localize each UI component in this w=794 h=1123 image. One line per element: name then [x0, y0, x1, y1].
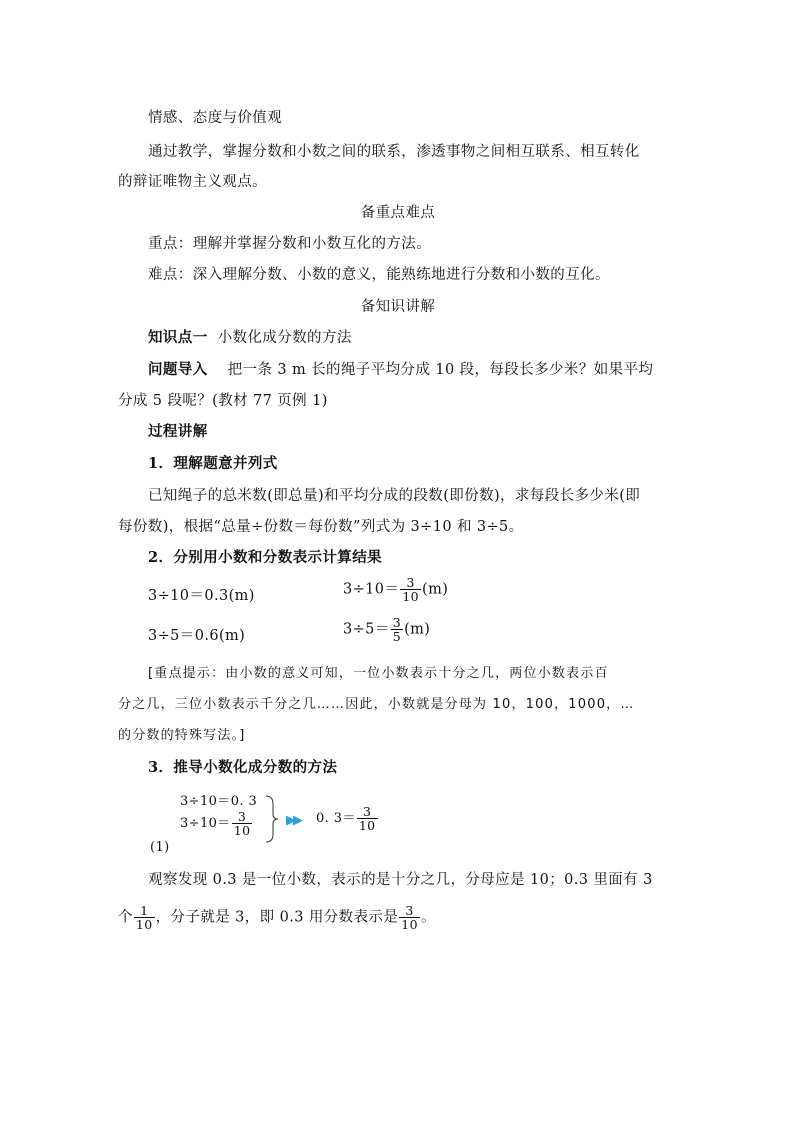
derive-eq2-expr: 3÷10＝: [180, 816, 231, 831]
fraction-numerator: 1: [140, 903, 149, 918]
derive-result: [316, 805, 379, 832]
fraction-denominator: 10: [402, 589, 420, 604]
key-note-line-3: 的分数的特殊写法。]: [118, 728, 246, 743]
observe-2-end: 。: [420, 909, 436, 926]
observe-2-pre: 个: [118, 909, 133, 926]
fraction-denominator: 10: [233, 823, 251, 838]
key-note-line-1: [重点提示：由小数的意义可知，一位小数表示十分之几，两位小数表示百: [148, 666, 609, 681]
intro-label: 问题导入: [148, 361, 208, 378]
derive-eq2: [180, 810, 253, 837]
step-1-text-1: 已知绳子的总米数(即总量)和平均分成的段数(即份数)，求每段长多少米(即: [148, 488, 641, 504]
fraction-numerator: 3: [237, 809, 247, 824]
fraction-numerator: 3: [392, 615, 402, 630]
difficulty-text: 难点：深入理解分数、小数的意义，能熟练地进行分数和小数的互化。: [148, 267, 610, 283]
process-heading: 过程讲解: [148, 423, 208, 440]
step-1-text-2: 每份数)，根据“总量÷份数＝每份数”列式为 3÷10 和 3÷5。: [118, 519, 524, 535]
double-arrow-icon: ▶▶: [286, 813, 300, 828]
calc-row2-right: [343, 616, 430, 643]
calc-row2-fraction: [391, 616, 403, 643]
derive-eq2-fraction: [232, 810, 253, 837]
observe-line-2: [118, 904, 436, 931]
observe-fraction-1: [134, 904, 155, 931]
derivation-figure: [148, 788, 388, 858]
calc-row1-unit: (m): [422, 581, 449, 598]
observe-2-mid: ，分子就是 3，即 0.3 用分数表示是: [155, 909, 399, 926]
kp1-title: 小数化成分数的方法: [217, 330, 352, 346]
calc-row1-right-expr: 3÷10＝: [343, 581, 400, 598]
goal-text-line-2: 的辩证唯物主义观点。: [118, 174, 267, 190]
derive-result-fraction: [357, 805, 378, 832]
fraction-denominator: 10: [135, 917, 153, 932]
fraction-denominator: 5: [392, 629, 402, 644]
section-goal-heading: 情感、态度与价值观: [148, 110, 283, 126]
fraction-denominator: 10: [401, 917, 418, 932]
knowledge-point-1: [148, 328, 352, 348]
derive-label: (1): [150, 840, 170, 855]
observe-fraction-2: [399, 904, 420, 931]
fraction-numerator: 3: [405, 903, 414, 918]
calc-row2-right-expr: 3÷5＝: [343, 621, 390, 638]
observe-line-1: 观察发现 0.3 是一位小数，表示的是十分之几，分母应是 10；0.3 里面有 3: [148, 872, 653, 888]
fraction-numerator: 3: [406, 575, 415, 590]
key-note-line-2: 分之几，三位小数表示千分之几……因此，小数就是分母为 10，100，1000，…: [118, 697, 635, 712]
derive-eq1: 3÷10＝0. 3: [180, 794, 258, 809]
calc-row1-left: 3÷10＝0.3(m): [148, 588, 255, 604]
heading-knowledge: 备知识讲解: [360, 299, 436, 315]
kp1-label: 知识点一: [148, 329, 208, 346]
intro-line-2: 分成 5 段呢？(教材 77 页例 1): [118, 393, 328, 409]
calc-row2-unit: (m): [404, 621, 431, 638]
fraction-numerator: 3: [362, 804, 372, 819]
calc-row1-right: [343, 576, 448, 603]
intro-line-1: [148, 360, 653, 380]
fraction-denominator: 10: [358, 818, 376, 833]
heading-keypoints: 备重点难点: [360, 205, 436, 221]
calc-row2-left: 3÷5＝0.6(m): [148, 628, 246, 644]
step-1-heading: 1．理解题意并列式: [148, 455, 278, 472]
goal-text-line-1: 通过教学，掌握分数和小数之间的联系，渗透事物之间相互联系、相互转化: [148, 144, 640, 160]
intro-text-1: 把一条 3 m 长的绳子平均分成 10 段，每段长多少米？如果平均: [227, 362, 654, 378]
step-3-heading: 3．推导小数化成分数的方法: [148, 759, 338, 776]
keypoint-text: 重点：理解并掌握分数和小数互化的方法。: [148, 236, 432, 252]
step-2-heading: 2．分别用小数和分数表示计算结果: [148, 549, 382, 566]
derive-result-expr: 0. 3＝: [316, 811, 356, 826]
right-brace-icon: [264, 794, 280, 844]
calc-row1-fraction: [400, 576, 421, 603]
